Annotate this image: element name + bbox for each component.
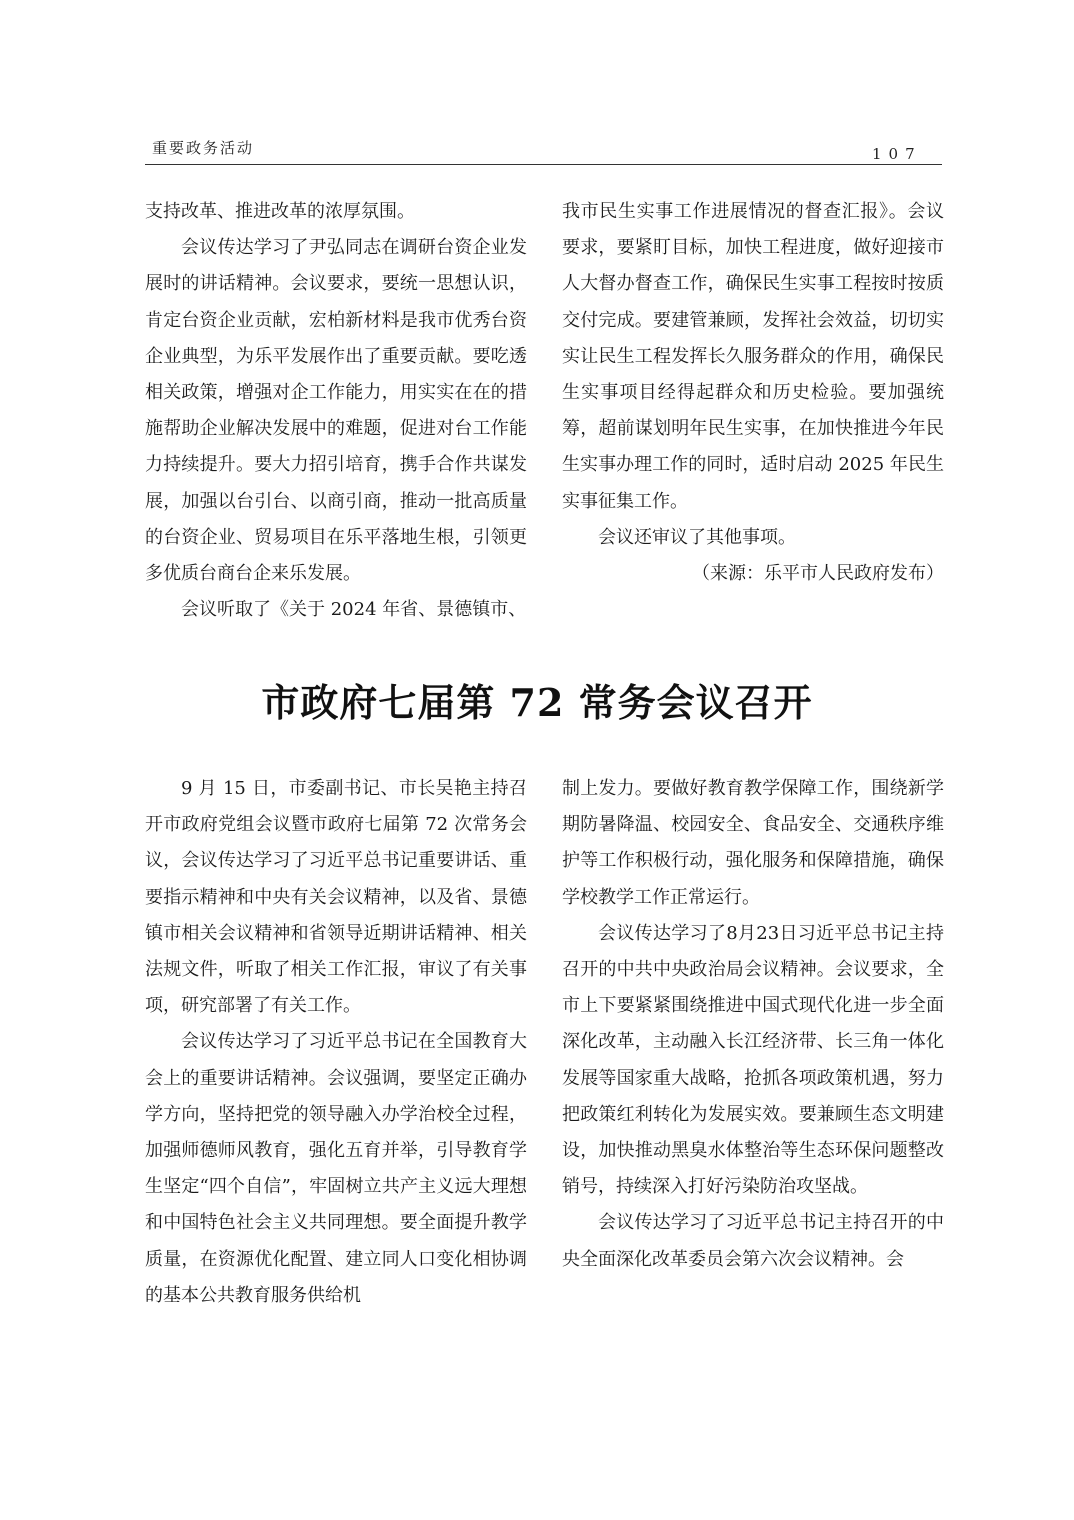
article-right-column bbox=[562, 771, 944, 1278]
paragraph: 会议还审议了其他事项。 bbox=[598, 526, 796, 548]
paragraph: 会议传达学习了习近平总书记主持召开的中央全面深化改革委员会第六次会议精神。会 bbox=[562, 1212, 944, 1270]
section-label: 重要政务活动 bbox=[152, 139, 255, 157]
article-title: 市政府七届第 72 常务会议召开 bbox=[261, 680, 813, 725]
paragraph: 会议传达学习了尹弘同志在调研台资企业发展时的讲话精神。会议要求，要统一思想认识，肯定台资企业贡献，宏柏新材料是我市优秀台资企业典型，为乐平发展作出了重要贡献。要吃透相关政策，增强对企工作能力，用实实在在的措施帮助企业解决发展中的难题，促进对台工作能力持续提升。要大力招引培育，携手合作共谋发展，加强以台引台、以商引商，推动一批高质量的台资企业、贸易项目在乐平落地生根，引领更多优质台商台企来乐发展。 bbox=[145, 237, 527, 585]
source-attribution: （来源：乐平市人民政府发布） bbox=[692, 563, 944, 585]
top-article-left-column bbox=[145, 194, 527, 628]
header-divider bbox=[145, 164, 942, 165]
paragraph: 会议听取了《关于 2024 年省、景德镇市、 bbox=[181, 599, 527, 621]
paragraph: 支持改革、推进改革的浓厚氛围。 bbox=[145, 201, 415, 222]
article-left-column bbox=[145, 771, 527, 1314]
page-number: 107 bbox=[872, 145, 922, 163]
top-article-right-column bbox=[562, 194, 944, 592]
paragraph: 会议传达学习了8月23日习近平总书记主持召开的中共中央政治局会议精神。会议要求，全市上下要紧紧围绕推进中国式现代化进一步全面深化改革，主动融入长江经济带、长三角一体化发展等国家重大战略，抢抓各项政策机遇，努力把政策红利转化为发展实效。要兼顾生态文明建设，加快推动黑臭水体整治等生态环保问题整改销号，持续深入打好污染防治攻坚战。 bbox=[562, 922, 944, 1198]
paragraph: 制上发力。要做好教育教学保障工作，围绕新学期防暑降温、校园安全、食品安全、交通秩序维护等工作积极行动，强化服务和保障措施，确保学校教学工作正常运行。 bbox=[562, 778, 944, 908]
paragraph: 我市民生实事工作进展情况的督查汇报》。会议要求，要紧盯目标，加快工程进度，做好迎接市人大督办督查工作，确保民生实事工程按时按质交付完成。要建管兼顾，发挥社会效益，切切实实让民生工程发挥长久服务群众的作用，确保民生实事项目经得起群众和历史检验。要加强统筹，超前谋划明年民生实事，在加快推进今年民生实事办理工作的同时，适时启动 2025 年民生实事征集工作。 bbox=[562, 201, 944, 512]
paragraph: 会议传达学习了习近平总书记在全国教育大会上的重要讲话精神。会议强调，要坚定正确办学方向，坚持把党的领导融入办学治校全过程，加强师德师风教育，强化五育并举，引导教育学生坚定“四个自信”，牢固树立共产主义远大理想和中国特色社会主义共同理想。要全面提升教学质量，在资源优化配置、建立同人口变化相协调的基本公共教育服务供给机 bbox=[145, 1031, 527, 1306]
paragraph: 9 月 15 日，市委副书记、市长吴艳主持召开市政府党组会议暨市政府七届第 72 次常务会议，会议传达学习了习近平总书记重要讲话、重要指示精神和中央有关会议精神，以及省、景德镇市相关会议精神和省领导近期讲话精神、相关法规文件，听取了相关工作汇报，审议了有关事项，研究部署了有关工作。 bbox=[145, 778, 527, 1017]
